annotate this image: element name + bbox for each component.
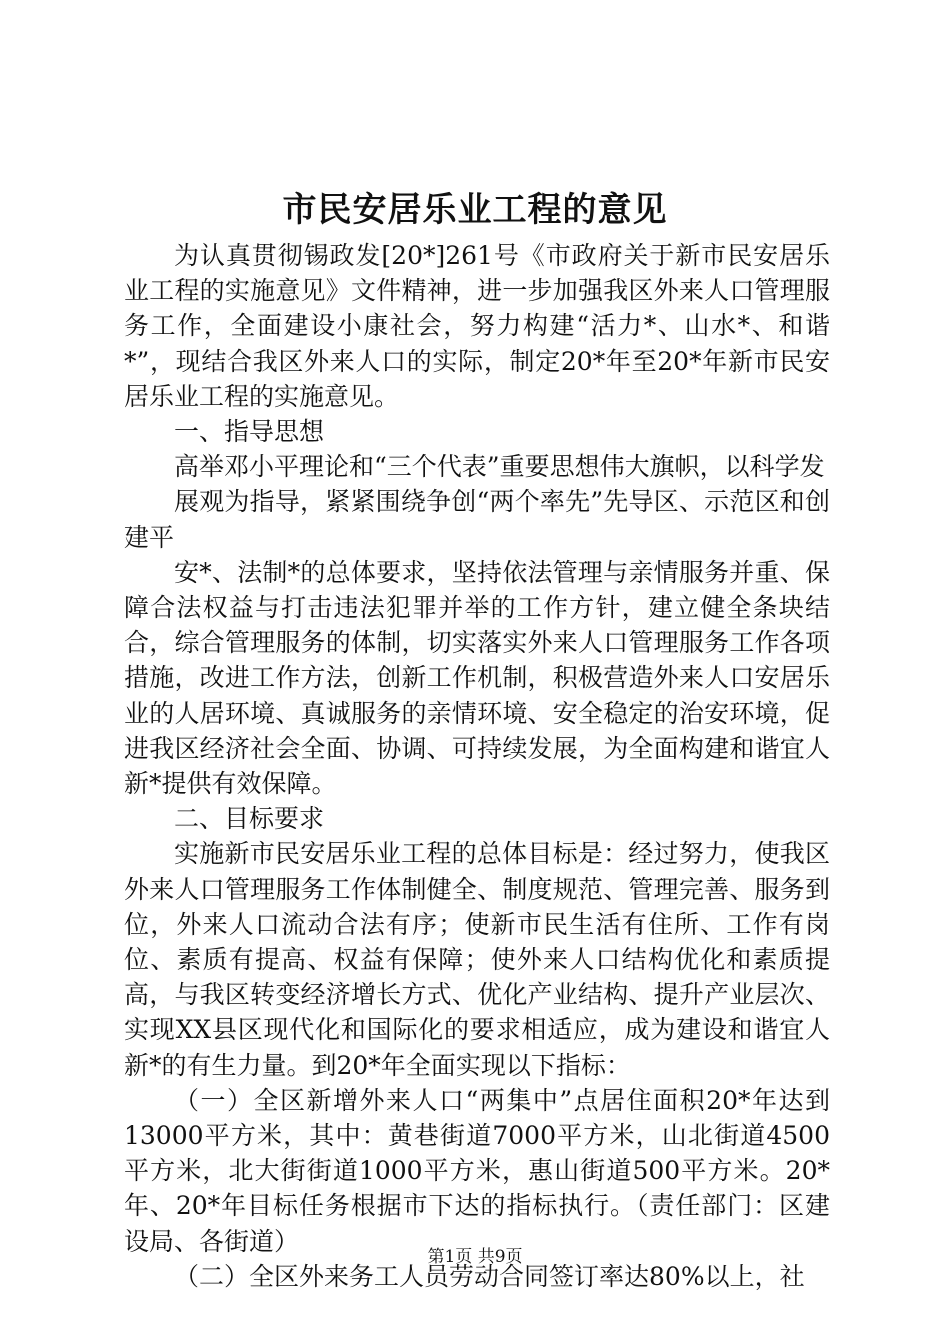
paragraph-item-1: （一）全区新增外来人口“两集中”点居住面积20*年达到13000平方米，其中：黄巷街道7000平方米，山北街道4500平方米，北大街街道1000平方米，惠山街道500平方米。20*年、20*年目标任务根据市下达的指标执行。（责任部门：区建设局、各街道）: [124, 1085, 830, 1256]
page-number-footer: 第1页 共9页: [427, 1247, 523, 1267]
paragraph-guiding-1: 高举邓小平理论和“三个代表”重要思想伟大旗帜，以科学发: [174, 452, 825, 482]
paragraph-intro: 为认真贯彻锡政发[20*]261号《市政府关于新市民安居乐业工程的实施意见》文件精神，进一步加强我区外来人口管理服务工作，全面建设小康社会，努力构建“活力*、山水*、和谐*”，现结合我区外来人口的实际，制定20*年至20*年新市民安居乐业工程的实施意见。: [124, 241, 830, 411]
paragraph-goals: 实施新市民安居乐业工程的总体目标是：经过努力，使我区外来人口管理服务工作体制健全、制度规范、管理完善、服务到位，外来人口流动合法有序；使新市民生活有住所、工作有岗位、素质有提高、权益有保障；使外来人口结构优化和素质提高，与我区转变经济增长方式、优化产业结构、提升产业层次、实现XX县区现代化和国际化的要求相适应，成为建设和谐宜人新*的有生力量。到20*年全面实现以下指标：: [124, 839, 830, 1080]
page-title: 市民安居乐业工程的意见: [282, 190, 668, 230]
document-body: [124, 238, 830, 1294]
paragraph-guiding-3: 安*、法制*的总体要求，坚持依法管理与亲情服务并重、保障合法权益与打击违法犯罪并举的工作方针，建立健全条块结合，综合管理服务的体制，切实落实外来人口管理服务工作各项措施，改进工作方法，创新工作机制，积极营造外来人口安居乐业的人居环境、真诚服务的亲情环境、安全稳定的治安环境，促进我区经济社会全面、协调、可持续发展，为全面构建和谐宜人新*提供有效保障。: [124, 557, 830, 799]
section-heading-guiding-thought: 一、指导思想: [174, 417, 325, 447]
paragraph-item-2: （二）全区外来务工人员劳动合同签订率达80%以上，社: [174, 1261, 805, 1291]
section-heading-goals: 二、目标要求: [174, 804, 325, 834]
paragraph-guiding-2: 展观为指导，紧紧围绕争创“两个率先”先导区、示范区和创建平: [124, 487, 830, 552]
